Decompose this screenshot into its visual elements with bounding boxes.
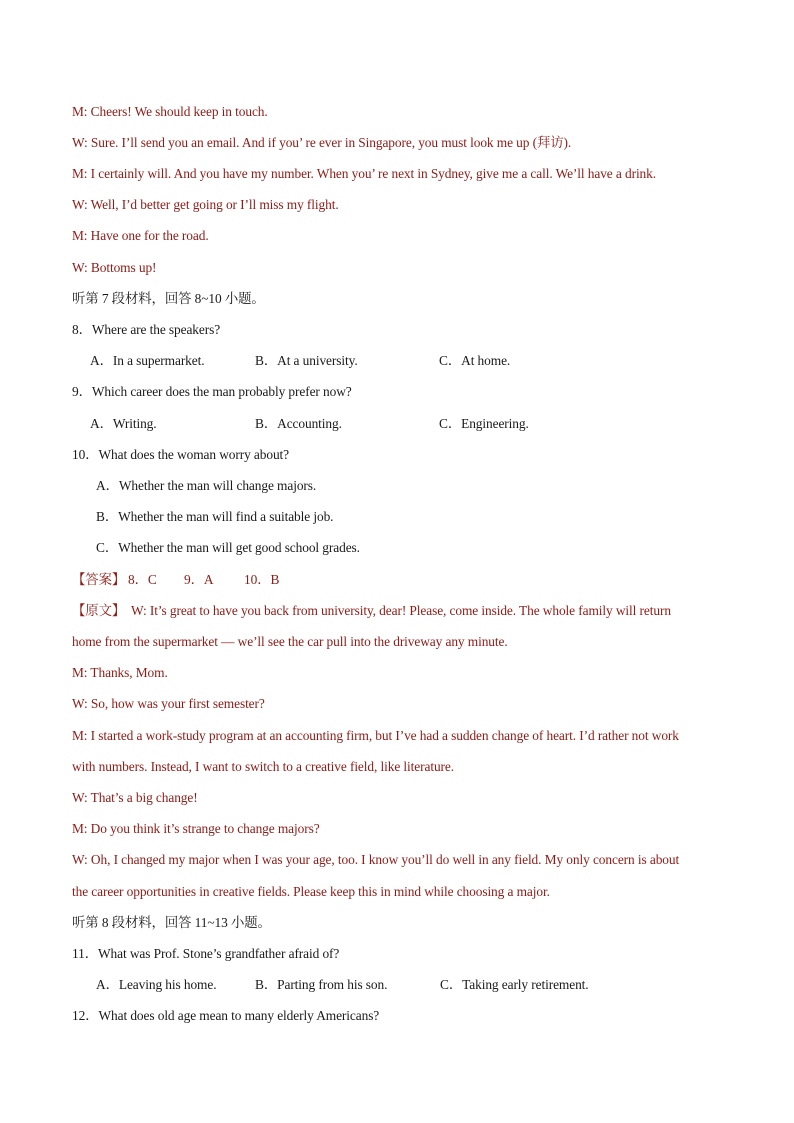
transcript-line: M: I started a work-study program at an accounting firm, but I’ve had a sudden change of heart. I’d rather not work (72, 728, 679, 743)
option-a: A．In a supermarket. (90, 353, 205, 368)
option-b: B．Parting from his son. (255, 977, 388, 992)
question-stem: 12．What does old age mean to many elderly Americans? (72, 1008, 380, 1023)
question-stem: 11．What was Prof. Stone’s grandfather afraid of? (72, 946, 340, 961)
transcript-line: home from the supermarket — we’ll see the car pull into the driveway any minute. (72, 634, 508, 649)
option-c: C．Whether the man will get good school grades. (96, 540, 360, 555)
question-stem: 10．What does the woman worry about? (72, 447, 290, 462)
transcript-line (72, 602, 724, 620)
answer-q9: 9．A (184, 572, 214, 587)
transcript-line: W: That’s a big change! (72, 790, 198, 805)
transcript-line: M: Do you think it’s strange to change majors? (72, 821, 320, 836)
option-a: A．Writing. (90, 416, 157, 431)
transcript-line: M: Thanks, Mom. (72, 665, 168, 680)
option-a: A．Leaving his home. (96, 977, 217, 992)
option-c: C．Engineering. (439, 416, 529, 431)
dialogue-line: W: Well, I’d better get going or I’ll miss my flight. (72, 197, 339, 212)
option-a: A．Whether the man will change majors. (96, 478, 317, 493)
answer-line (72, 571, 724, 589)
question-options (72, 415, 724, 433)
transcript-line: with numbers. Instead, I want to switch to a creative field, like literature. (72, 759, 454, 774)
transcript-line: W: Oh, I changed my major when I was your age, too. I know you’ll do well in any field. My only concern is about (72, 852, 680, 867)
dialogue-line: M: Cheers! We should keep in touch. (72, 104, 268, 119)
dialogue-line: M: I certainly will. And you have my number. When you’ re next in Sydney, give me a call. We’ll have a drink. (72, 166, 656, 181)
section-heading: 听第 7 段材料，回答 8~10 小题。 (72, 291, 265, 306)
option-b: B．Accounting. (255, 416, 342, 431)
answer-q8: 8．C (128, 572, 157, 587)
option-b: B．Whether the man will find a suitable job. (96, 509, 334, 524)
transcript-line: the career opportunities in creative fields. Please keep this in mind while choosing a major. (72, 884, 550, 899)
option-c: C．At home. (439, 353, 511, 368)
answer-label: 【答案】 (72, 572, 126, 587)
section-heading: 听第 8 段材料，回答 11~13 小题。 (72, 915, 271, 930)
question-stem: 9．Which career does the man probably prefer now? (72, 384, 352, 399)
transcript-label: 【原文】 (72, 603, 126, 618)
question-options (72, 352, 724, 370)
dialogue-line: W: Sure. I’ll send you an email. And if you’ re ever in Singapore, you must look me up (拜访). (72, 135, 572, 150)
transcript-line: W: So, how was your first semester? (72, 696, 265, 711)
transcript-text: W: It’s great to have you back from university, dear! Please, come inside. The whole family will return (131, 603, 671, 618)
option-c: C．Taking early retirement. (440, 977, 589, 992)
question-options (72, 976, 724, 994)
dialogue-line: W: Bottoms up! (72, 260, 157, 275)
answer-q10: 10．B (244, 572, 280, 587)
dialogue-line: M: Have one for the road. (72, 228, 209, 243)
question-stem: 8．Where are the speakers? (72, 322, 221, 337)
option-b: B．At a university. (255, 353, 358, 368)
